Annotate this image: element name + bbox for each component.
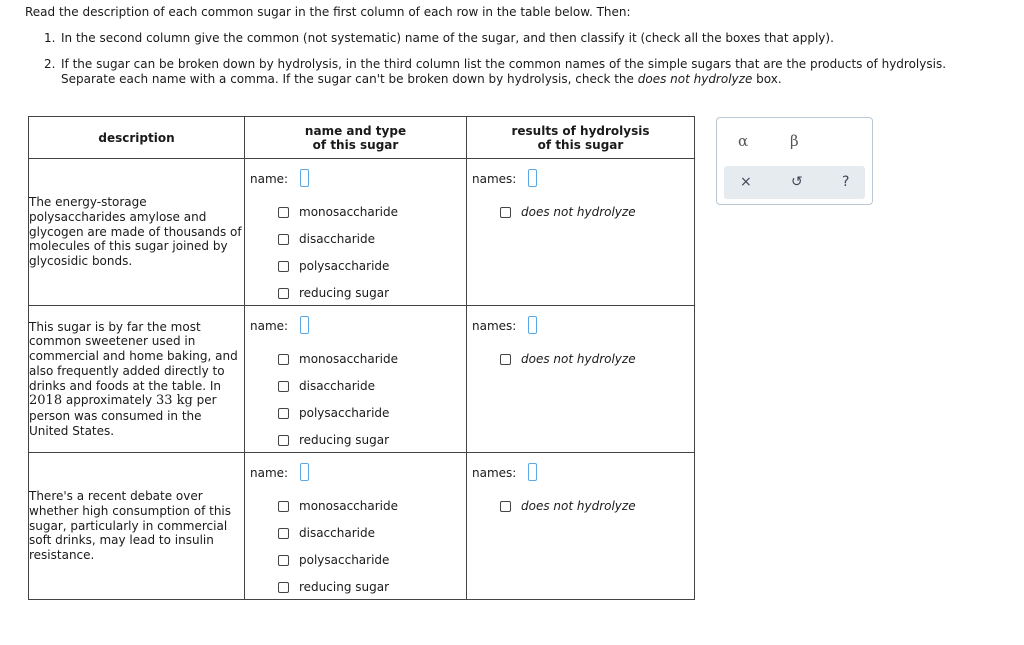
option-disaccharide[interactable]: disaccharide <box>278 525 375 541</box>
option-polysaccharide[interactable]: polysaccharide <box>278 552 389 568</box>
checkbox[interactable] <box>278 435 289 446</box>
description-cell <box>29 306 245 453</box>
checkbox[interactable] <box>278 354 289 365</box>
header-row <box>29 117 695 159</box>
option-reducing-sugar[interactable]: reducing sugar <box>278 579 389 595</box>
checkbox[interactable] <box>278 234 289 245</box>
checkbox[interactable] <box>500 207 511 218</box>
instruction-2-line2-em: does not hydrolyze <box>637 72 753 86</box>
checkbox[interactable] <box>278 555 289 566</box>
clear-icon[interactable]: × <box>740 174 752 190</box>
option-polysaccharide[interactable]: polysaccharide <box>278 258 389 274</box>
name-input[interactable] <box>300 169 309 187</box>
instruction-2-line1: If the sugar can be broken down by hydrolysis, in the third column list the common names of the simple sugars that are the products of hydrolysis. <box>61 57 947 71</box>
hydrolysis-cell <box>467 159 695 306</box>
description-cell <box>29 453 245 600</box>
option-reducing-sugar[interactable]: reducing sugar <box>278 285 389 301</box>
option-disaccharide[interactable]: disaccharide <box>278 378 375 394</box>
name-label: name: <box>250 319 289 333</box>
name-label: name: <box>250 466 289 480</box>
name-type-cell <box>245 306 467 453</box>
checkbox[interactable] <box>278 381 289 392</box>
action-bar <box>724 166 865 199</box>
option-monosaccharide[interactable]: monosaccharide <box>278 204 398 220</box>
table-row <box>29 306 695 453</box>
checkbox[interactable] <box>278 408 289 419</box>
name-type-cell <box>245 159 467 306</box>
names-label: names: <box>472 172 517 186</box>
description-text: This sugar is by far the most common sweetener used in commercial and home baking, and also frequently added directly to drinks and foods at the table. In 2018 approximately 33 kg per person was consumed in the United States. <box>29 319 238 438</box>
option-disaccharide[interactable]: disaccharide <box>278 231 375 247</box>
alpha-button[interactable]: α <box>738 132 749 150</box>
description-text: The energy-storage polysaccharides amylose and glycogen are made of thousands of molecules of this sugar joined by glycosidic bonds. <box>29 195 242 269</box>
option-monosaccharide[interactable]: monosaccharide <box>278 351 398 367</box>
option-monosaccharide[interactable]: monosaccharide <box>278 498 398 514</box>
header-hydrolysis: results of hydrolysis of this sugar <box>467 117 695 159</box>
option-polysaccharide[interactable]: polysaccharide <box>278 405 389 421</box>
option-does-not-hydrolyze[interactable]: does not hydrolyze <box>500 351 636 367</box>
table-row <box>29 453 695 600</box>
names-input[interactable] <box>528 169 537 187</box>
header-name-type: name and type of this sugar <box>245 117 467 159</box>
checkbox[interactable] <box>278 528 289 539</box>
name-label: name: <box>250 172 289 186</box>
checkbox[interactable] <box>500 501 511 512</box>
names-input[interactable] <box>528 316 537 334</box>
header-description: description <box>29 117 245 159</box>
sugar-table <box>28 116 695 600</box>
undo-icon[interactable]: ↺ <box>791 174 803 190</box>
instruction-2-text <box>61 57 981 87</box>
hydrolysis-cell <box>467 306 695 453</box>
instruction-1-number: 1. <box>44 31 56 45</box>
checkbox[interactable] <box>278 261 289 272</box>
instruction-2-number: 2. <box>44 57 56 71</box>
option-does-not-hydrolyze[interactable]: does not hydrolyze <box>500 498 636 514</box>
intro-text: Read the description of each common sugar in the first column of each row in the table below. Then: <box>25 5 631 19</box>
names-input[interactable] <box>528 463 537 481</box>
help-icon[interactable]: ? <box>842 174 850 190</box>
description-cell <box>29 159 245 306</box>
hydrolysis-cell <box>467 453 695 600</box>
instruction-2-line2-post: box. <box>752 72 782 86</box>
checkbox[interactable] <box>278 582 289 593</box>
instruction-2-line2-pre: Separate each name with a comma. If the sugar can't be broken down by hydrolysis, check the <box>61 72 638 86</box>
checkbox[interactable] <box>278 207 289 218</box>
description-text: There's a recent debate over whether high consumption of this sugar, particularly in commercial soft drinks, may lead to insulin resistance. <box>29 489 232 563</box>
name-input[interactable] <box>300 316 309 334</box>
checkbox[interactable] <box>278 288 289 299</box>
instruction-1-text: In the second column give the common (not systematic) name of the sugar, and then classify it (check all the boxes that apply). <box>61 31 834 45</box>
checkbox[interactable] <box>500 354 511 365</box>
symbol-toolbox <box>716 117 873 205</box>
checkbox[interactable] <box>278 501 289 512</box>
names-label: names: <box>472 466 517 480</box>
table-row <box>29 159 695 306</box>
option-does-not-hydrolyze[interactable]: does not hydrolyze <box>500 204 636 220</box>
names-label: names: <box>472 319 517 333</box>
beta-button[interactable]: β <box>790 132 799 150</box>
name-input[interactable] <box>300 463 309 481</box>
name-type-cell <box>245 453 467 600</box>
option-reducing-sugar[interactable]: reducing sugar <box>278 432 389 448</box>
